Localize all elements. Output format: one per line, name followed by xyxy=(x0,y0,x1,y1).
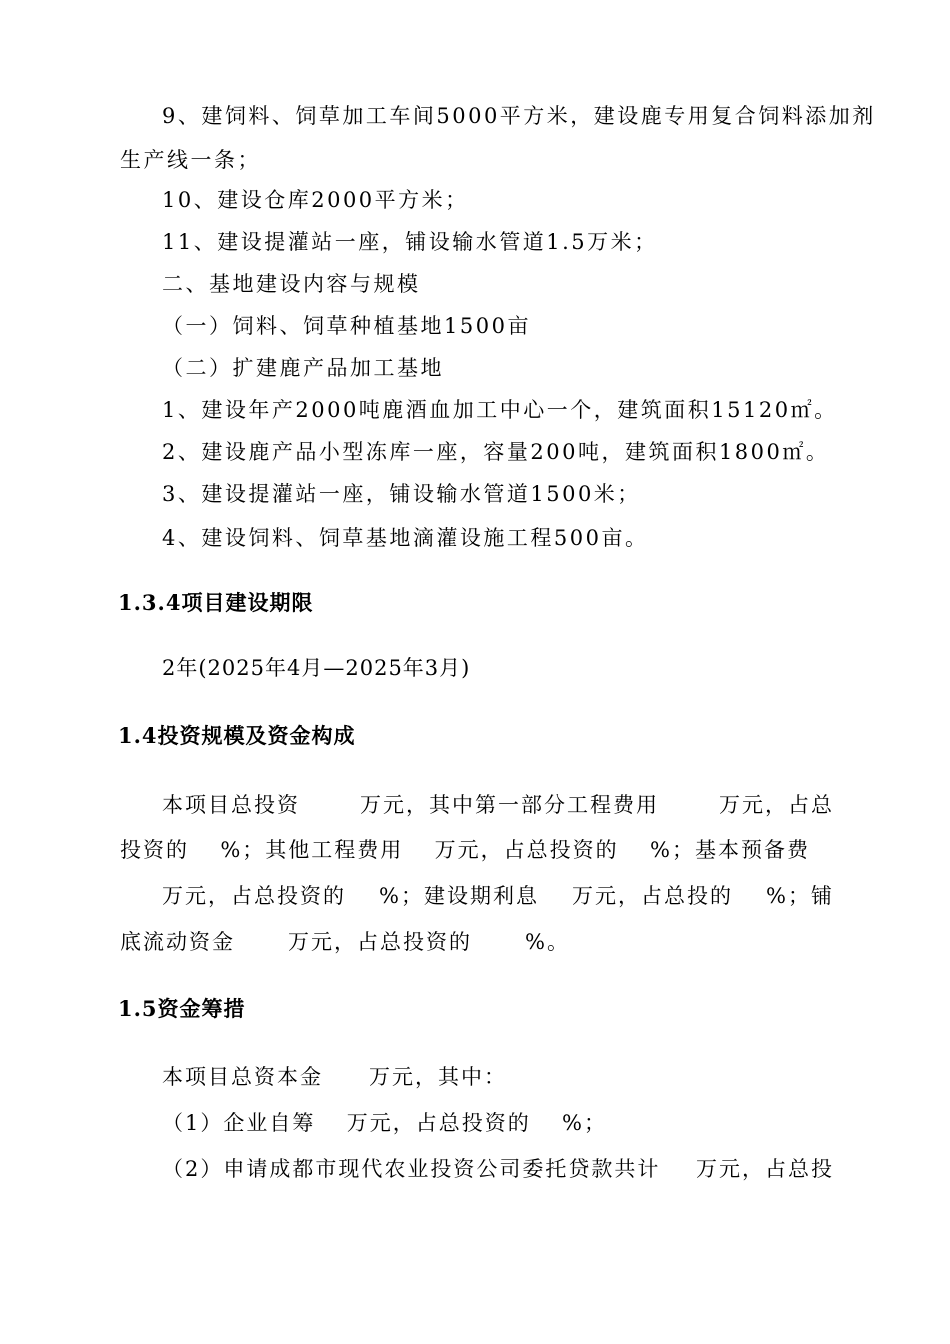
text-segment: %；建设期利息 xyxy=(379,884,539,908)
base-subitem-1: 1、建设年产2000吨鹿酒血加工中心一个，建筑面积15120㎡。 xyxy=(162,398,838,422)
text-segment: 万元，占总投资的 xyxy=(434,838,619,862)
funding-item-2 xyxy=(162,1155,834,1183)
investment-paragraph-line-3 xyxy=(162,882,834,910)
text-segment: （1）企业自筹 xyxy=(162,1111,316,1135)
base-subitem-4: 4、建设饲料、饲草基地滴灌设施工程500亩。 xyxy=(162,526,649,550)
text-segment: 万元，其中第一部分工程费用 xyxy=(360,793,659,817)
text-segment: （2）申请成都市现代农业投资公司委托贷款共计 xyxy=(162,1157,661,1181)
section-heading-1-4: 1.4投资规模及资金构成 xyxy=(118,723,356,748)
text-segment: 万元，占总投资的 xyxy=(288,930,473,954)
base-item-1: （一）饲料、饲草种植基地1500亩 xyxy=(162,314,531,338)
section-heading-1-3-4: 1.3.4项目建设期限 xyxy=(118,590,314,615)
list-item-10: 10、建设仓库2000平方米； xyxy=(162,188,469,212)
text-segment: 万元，占总投资的 xyxy=(346,1111,531,1135)
investment-paragraph-line-2 xyxy=(120,836,810,864)
text-segment: %； xyxy=(562,1111,607,1135)
list-item-11: 11、建设提灌站一座，铺设输水管道1.5万米； xyxy=(162,230,658,254)
section-heading-1-5: 1.5资金筹措 xyxy=(118,996,246,1021)
text-segment: %；铺 xyxy=(766,884,834,908)
list-item-9-continued: 生产线一条； xyxy=(120,148,261,172)
text-segment: 本项目总投资 xyxy=(162,793,300,817)
base-subitem-3: 3、建设提灌站一座，铺设输水管道1500米； xyxy=(162,482,641,506)
text-segment: 本项目总资本金 xyxy=(162,1065,323,1089)
base-item-2: （二）扩建鹿产品加工基地 xyxy=(162,356,444,380)
investment-paragraph-line-4 xyxy=(120,928,570,956)
text-segment: %。 xyxy=(525,930,570,954)
text-segment: 万元，占总投 xyxy=(696,1157,834,1181)
text-segment: %；基本预备费 xyxy=(650,838,810,862)
text-segment: 投资的 xyxy=(120,838,189,862)
text-segment: 万元，占总 xyxy=(719,793,834,817)
text-segment: 底流动资金 xyxy=(120,930,235,954)
text-segment: 万元，其中： xyxy=(369,1065,507,1089)
text-segment: %；其他工程费用 xyxy=(220,838,404,862)
list-item-9: 9、建饲料、饲草加工车间5000平方米，建设鹿专用复合饲料添加剂 xyxy=(162,104,876,128)
construction-period: 2年(2025年4月—2025年3月) xyxy=(162,656,471,680)
investment-paragraph-line-1 xyxy=(162,791,834,819)
subsection-title: 二、基地建设内容与规模 xyxy=(162,272,421,296)
funding-item-1 xyxy=(162,1109,607,1137)
base-subitem-2: 2、建设鹿产品小型冻库一座，容量200吨，建筑面积1800㎡。 xyxy=(162,440,830,464)
text-segment: 万元，占总投的 xyxy=(572,884,733,908)
text-segment: 万元，占总投资的 xyxy=(162,884,346,908)
funding-paragraph-line-1 xyxy=(162,1063,507,1091)
